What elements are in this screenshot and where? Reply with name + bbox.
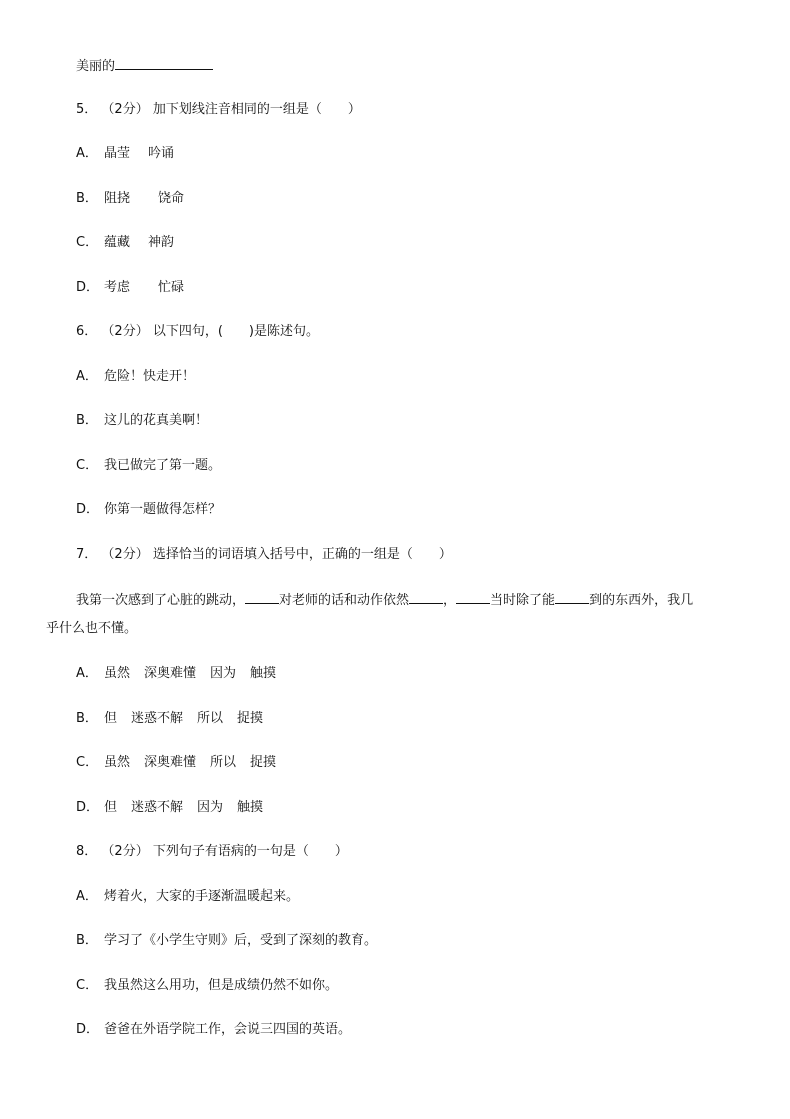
passage-text: 到的东西外，我几 <box>589 593 694 608</box>
option-text: 这儿的花真美啊！ <box>104 413 209 428</box>
question-7-passage-line-2 <box>46 621 137 637</box>
question-number: 7． <box>76 547 98 562</box>
passage-text: 当时除了能 <box>490 593 556 608</box>
answer-blank <box>409 591 443 604</box>
fill-in-prefix: 美丽的 <box>76 59 116 74</box>
option-letter: B． <box>76 933 98 948</box>
question-number: 8． <box>76 844 98 859</box>
option-text: 你第一题做得怎样？ <box>104 502 222 517</box>
option-word-2: 神韵 <box>148 235 175 250</box>
option-text: 我虽然这么用功，但是成绩仍然不如你。 <box>104 978 339 993</box>
option-word: 捉摸 <box>237 711 264 726</box>
option-letter: D． <box>76 800 100 815</box>
option-word-2: 忙碌 <box>158 280 185 295</box>
question-5-option-d <box>76 280 184 296</box>
option-word: 深奥难懂 <box>144 666 197 681</box>
question-number: 6． <box>76 324 98 339</box>
question-number: 5． <box>76 102 98 117</box>
option-letter: C． <box>76 978 99 993</box>
question-points: （2分） <box>101 324 149 339</box>
option-letter: B． <box>76 413 98 428</box>
question-7-option-c <box>76 755 276 771</box>
option-text: 学习了《小学生守则》后，受到了深刻的教育。 <box>104 933 378 948</box>
option-word: 因为 <box>197 800 224 815</box>
question-5-stem <box>76 102 361 118</box>
option-word: 但 <box>104 711 118 726</box>
option-word-2: 饶命 <box>158 191 185 206</box>
passage-text: 乎什么也不懂。 <box>46 621 138 636</box>
option-letter: B． <box>76 711 98 726</box>
option-word: 迷惑不解 <box>131 800 184 815</box>
question-points: （2分） <box>101 547 149 562</box>
option-letter: C． <box>76 235 99 250</box>
question-7-option-d <box>76 800 263 816</box>
question-7-stem <box>76 547 452 563</box>
option-letter: A． <box>76 889 98 904</box>
option-letter: D． <box>76 1022 100 1037</box>
question-text: 下列句子有语病的一句是（ ） <box>152 844 348 859</box>
option-letter: B． <box>76 191 98 206</box>
question-8-option-a <box>76 889 299 905</box>
passage-text: 我第一次感到了心脏的跳动， <box>76 593 246 608</box>
question-6-option-a <box>76 369 195 385</box>
question-6-option-b <box>76 413 208 429</box>
question-8-stem <box>76 844 348 860</box>
option-word: 迷惑不解 <box>131 711 184 726</box>
question-6-option-c <box>76 458 221 474</box>
question-5-option-c <box>76 235 174 251</box>
question-5-option-a <box>76 146 174 162</box>
question-7-option-a <box>76 666 276 682</box>
question-8-option-b <box>76 933 377 949</box>
passage-text: ， <box>443 593 457 608</box>
option-word: 因为 <box>210 666 237 681</box>
option-word-1: 晶莹 <box>104 146 131 161</box>
option-word: 所以 <box>210 755 237 770</box>
option-text: 爸爸在外语学院工作，会说三四国的英语。 <box>104 1022 352 1037</box>
option-letter: A． <box>76 369 98 384</box>
question-text: 加下划线注音相同的一组是（ ） <box>152 102 361 117</box>
option-letter: D． <box>76 502 100 517</box>
question-points: （2分） <box>101 844 149 859</box>
question-7-passage-line-1 <box>76 591 693 609</box>
question-8-option-d <box>76 1022 351 1038</box>
option-word: 虽然 <box>104 755 131 770</box>
question-7-option-b <box>76 711 263 727</box>
option-word: 捉摸 <box>250 755 277 770</box>
option-word-1: 蕴藏 <box>104 235 131 250</box>
option-text: 危险！快走开！ <box>104 369 196 384</box>
option-word-1: 阻挠 <box>104 191 131 206</box>
option-word: 触摸 <box>250 666 277 681</box>
question-text: 选择恰当的词语填入括号中，正确的一组是（ ） <box>152 547 452 562</box>
option-word-1: 考虑 <box>104 280 131 295</box>
answer-blank <box>245 591 279 604</box>
option-letter: A． <box>76 666 98 681</box>
option-text: 我已做完了第一题。 <box>104 458 222 473</box>
question-6-option-d <box>76 502 221 518</box>
answer-blank <box>456 591 490 604</box>
option-word: 但 <box>104 800 118 815</box>
question-text: 以下四句，( )是陈述句。 <box>152 324 319 339</box>
option-word: 所以 <box>197 711 224 726</box>
option-letter: C． <box>76 458 99 473</box>
fill-in-line <box>76 57 213 75</box>
question-8-option-c <box>76 978 338 994</box>
option-word-2: 吟诵 <box>148 146 175 161</box>
question-points: （2分） <box>101 102 149 117</box>
option-letter: C． <box>76 755 99 770</box>
option-word: 深奥难懂 <box>144 755 197 770</box>
passage-text: 对老师的话和动作依然 <box>279 593 410 608</box>
option-word: 虽然 <box>104 666 131 681</box>
option-letter: D． <box>76 280 100 295</box>
option-letter: A． <box>76 146 98 161</box>
answer-blank <box>555 591 589 604</box>
option-text: 烤着火，大家的手逐渐温暖起来。 <box>104 889 300 904</box>
answer-blank <box>115 57 213 70</box>
question-5-option-b <box>76 191 184 207</box>
option-word: 触摸 <box>237 800 264 815</box>
question-6-stem <box>76 324 319 340</box>
